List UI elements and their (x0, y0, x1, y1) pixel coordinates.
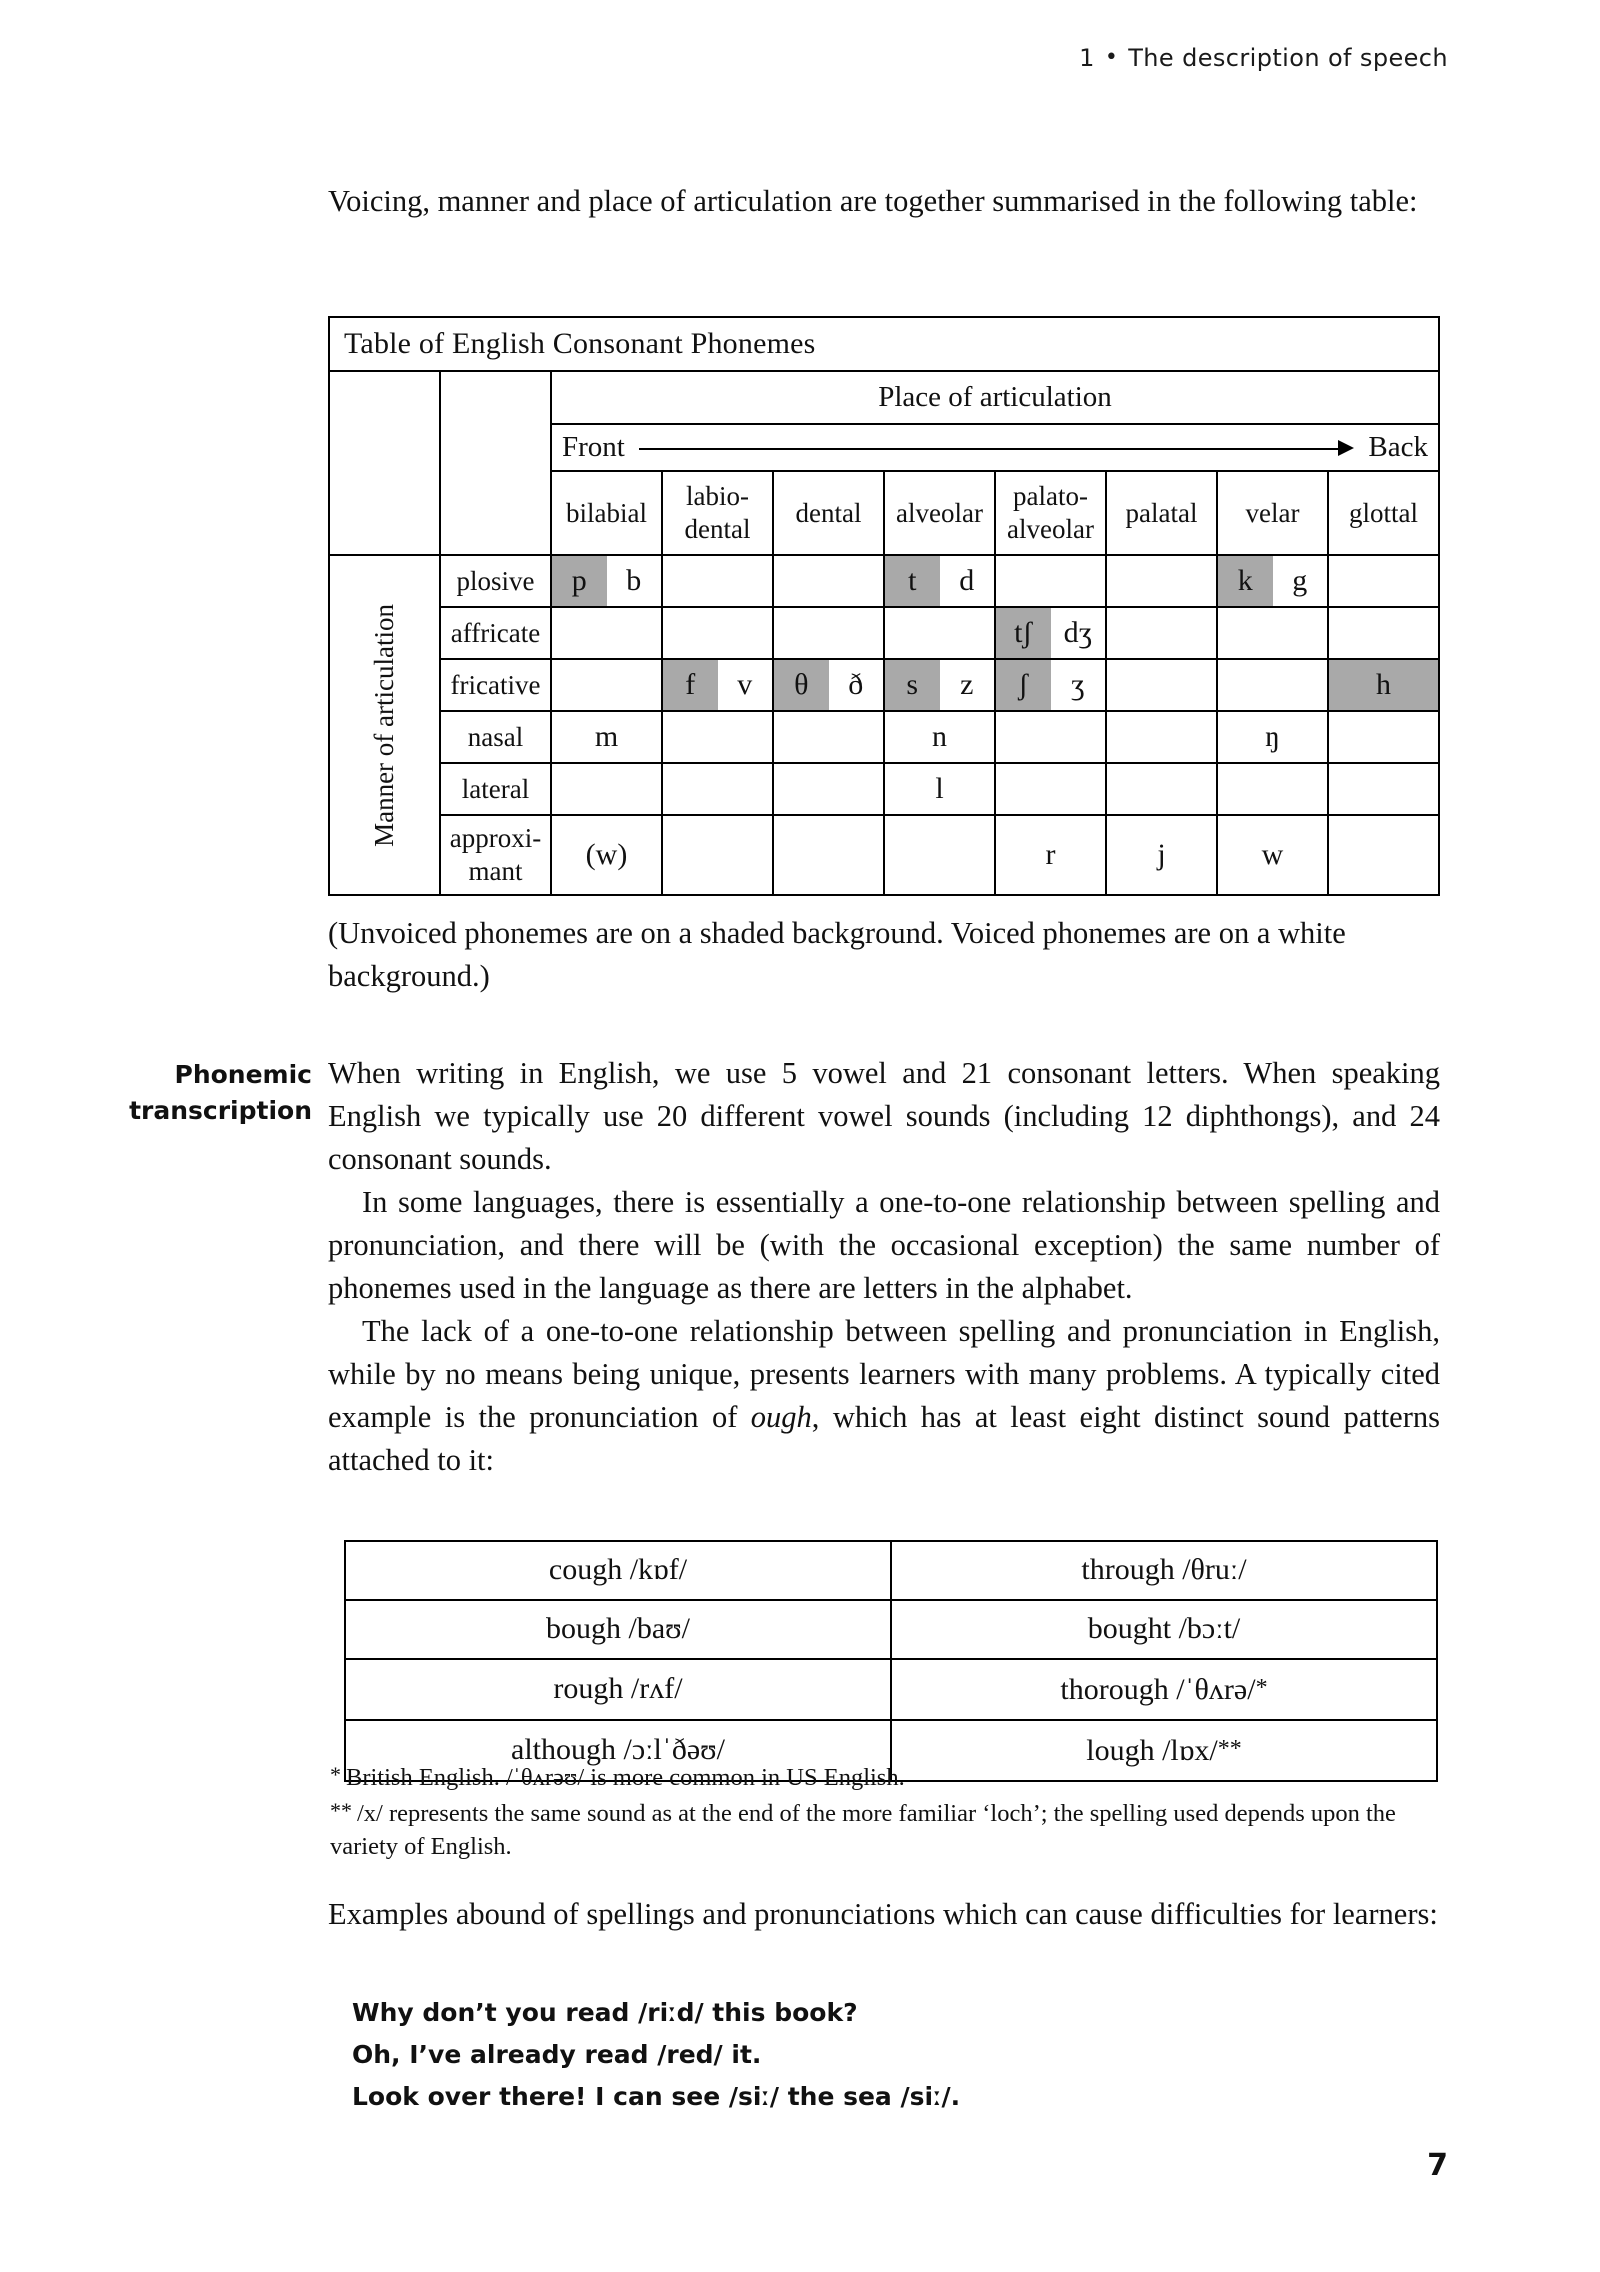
row-label-plosive: plosive (440, 555, 551, 607)
cell-nasal-palato-alveolar (995, 711, 1106, 763)
paragraph-4: Examples abound of spellings and pronunciations which can cause difficulties for learners: (328, 1897, 1438, 1931)
running-head-chapter-number: 1 (1079, 44, 1095, 72)
phoneme-voiced: ʒ (1071, 668, 1085, 701)
ough-table-container (344, 1540, 1438, 1782)
bullet-icon: • (1104, 45, 1119, 70)
phoneme-voiced: m (594, 720, 619, 753)
cell-lateral-labio-dental (662, 763, 773, 815)
phoneme-voiced: dʒ (1063, 616, 1092, 649)
cell-nasal-glottal (1328, 711, 1439, 763)
row-label-nasal: nasal (440, 711, 551, 763)
side-heading-line2: transcription (129, 1096, 312, 1125)
example-sentences (352, 1992, 1442, 2118)
phoneme-unvoiced: θ (774, 660, 829, 710)
footnote-marker: ** (1217, 1736, 1242, 1762)
cell-approximant-dental (773, 815, 884, 895)
ough-cell-left: cough /kɒf/ (345, 1541, 891, 1600)
column-header-dental: dental (773, 471, 884, 555)
footnote-2-marker: ** (330, 1798, 352, 1823)
phoneme-voiced: z (960, 668, 974, 701)
running-head (1079, 44, 1448, 72)
phoneme-unvoiced: f (663, 660, 718, 710)
cell-plosive-palato-alveolar (995, 555, 1106, 607)
cell-fricative-palato-alveolar (995, 659, 1106, 711)
phoneme-voiced: b (626, 564, 642, 597)
table-row-affricate (329, 607, 1439, 659)
paragraph-3-part2: , which has at least eight distinct sound patterns attached to it: (328, 1400, 1440, 1477)
paragraph-3-italic-term: ough (750, 1400, 812, 1434)
cell-plosive-glottal (1328, 555, 1439, 607)
cell-nasal-dental (773, 711, 884, 763)
ough-cell-left: bough /baʊ/ (345, 1600, 891, 1659)
cell-plosive-velar (1217, 555, 1328, 607)
example-sentence-3: Look over there! I can see /siː/ the sea /siː/. (352, 2082, 961, 2111)
cell-fricative-palatal (1106, 659, 1217, 711)
phoneme-voiced: w (1261, 838, 1284, 871)
section-side-heading (120, 1057, 312, 1129)
cell-fricative-velar (1217, 659, 1328, 711)
cell-nasal-bilabial (551, 711, 662, 763)
phoneme-voiced: (w) (585, 838, 628, 871)
ough-cell-right: through /θruː/ (891, 1541, 1437, 1600)
phoneme-voiced: ð (848, 668, 864, 701)
table-row-fricative (329, 659, 1439, 711)
cell-lateral-alveolar (884, 763, 995, 815)
paragraph-3-part1: The lack of a one-to-one relationship between spelling and pronunciation in English, while by no means being unique, presents learners with many problems. A typically cited example is the pronunciation of (328, 1314, 1440, 1434)
corner-blank-axis (329, 371, 440, 555)
intro-block (328, 180, 1440, 223)
row-label-approximant-line1: approxi- (449, 823, 542, 853)
cell-affricate-glottal (1328, 607, 1439, 659)
cell-plosive-palatal (1106, 555, 1217, 607)
example-sentence-1: Why don’t you read /riːd/ this book? (352, 1998, 858, 2027)
phoneme-voiced: n (932, 720, 947, 753)
table-row-approximant (329, 815, 1439, 895)
ough-term: lough /lɒx/ (1086, 1734, 1218, 1767)
row-label-fricative: fricative (440, 659, 551, 711)
footnote-1-marker: * (330, 1762, 341, 1787)
paragraph-3 (328, 1310, 1440, 1482)
cell-approximant-palatal (1106, 815, 1217, 895)
ough-pronunciation-table (344, 1540, 1438, 1782)
cell-affricate-palato-alveolar (995, 607, 1106, 659)
back-label: Back (1368, 431, 1428, 463)
footnotes-block (330, 1758, 1442, 1863)
cell-nasal-alveolar (884, 711, 995, 763)
column-header-alveolar: alveolar (884, 471, 995, 555)
table-row (345, 1659, 1437, 1720)
phoneme-voiced: l (935, 772, 944, 805)
phonemic-transcription-body (328, 1052, 1440, 1482)
cell-plosive-labio-dental (662, 555, 773, 607)
cell-affricate-dental (773, 607, 884, 659)
intro-paragraph: Voicing, manner and place of articulation are together summarised in the following table: (328, 184, 1418, 218)
phoneme-voiced: j (1157, 838, 1166, 871)
ough-cell-right: bought /bɔːt/ (891, 1600, 1437, 1659)
cell-affricate-velar (1217, 607, 1328, 659)
cell-fricative-bilabial (551, 659, 662, 711)
row-label-approximant (440, 815, 551, 895)
place-of-articulation-row (329, 371, 1439, 424)
column-header-palatal: palatal (1106, 471, 1217, 555)
footnote-2-text: /x/ represents the same sound as at the end of the more familiar ‘loch’; the spelling used depends upon the variety of English. (330, 1800, 1396, 1860)
phoneme-voiced: g (1292, 564, 1308, 597)
closing-paragraph-block (328, 1893, 1440, 1936)
cell-fricative-dental (773, 659, 884, 711)
cell-lateral-bilabial (551, 763, 662, 815)
cell-affricate-alveolar (884, 607, 995, 659)
table-row-plosive (329, 555, 1439, 607)
cell-affricate-labio-dental (662, 607, 773, 659)
cell-fricative-alveolar (884, 659, 995, 711)
phoneme-unvoiced: h (1329, 660, 1438, 710)
table-title-row (329, 317, 1439, 371)
column-header-glottal: glottal (1328, 471, 1439, 555)
cell-approximant-labio-dental (662, 815, 773, 895)
footnote-marker: * (1255, 1675, 1268, 1701)
corner-blank-manner (440, 371, 551, 555)
front-label: Front (562, 431, 625, 463)
ough-term: thorough /ˈθʌrə/ (1060, 1673, 1256, 1706)
consonant-phoneme-table (328, 316, 1440, 896)
consonant-table-caption: (Unvoiced phonemes are on a shaded background. Voiced phonemes are on a white background.) (328, 916, 1346, 993)
consonant-table-container (328, 316, 1440, 896)
cell-lateral-velar (1217, 763, 1328, 815)
cell-affricate-bilabial (551, 607, 662, 659)
phoneme-unvoiced: ʃ (996, 660, 1051, 710)
cell-approximant-velar (1217, 815, 1328, 895)
row-label-lateral: lateral (440, 763, 551, 815)
phoneme-voiced: ŋ (1265, 720, 1280, 753)
column-header-bilabial: bilabial (551, 471, 662, 555)
manner-of-articulation-axis (329, 555, 440, 895)
column-header-palato-alveolar: palato-alveolar (995, 471, 1106, 555)
table-row (345, 1541, 1437, 1600)
paragraph-2: In some languages, there is essentially a one-to-one relationship between spelling and pronunciation, and there will be (with the occasional exception) the same number of phonemes used in the language as there are letters in the alphabet. (328, 1185, 1440, 1305)
cell-affricate-palatal (1106, 607, 1217, 659)
table-row (345, 1600, 1437, 1659)
cell-plosive-bilabial (551, 555, 662, 607)
phoneme-unvoiced: p (552, 556, 607, 606)
cell-approximant-palato-alveolar (995, 815, 1106, 895)
cell-fricative-labio-dental (662, 659, 773, 711)
phoneme-unvoiced: s (885, 660, 940, 710)
column-header-labio-dental: labio-dental (662, 471, 773, 555)
table-row-lateral (329, 763, 1439, 815)
running-head-title: The description of speech (1128, 44, 1448, 72)
phoneme-voiced: d (959, 564, 975, 597)
cell-approximant-glottal (1328, 815, 1439, 895)
example-sentence-2: Oh, I’ve already read /red/ it. (352, 2040, 762, 2069)
cell-plosive-dental (773, 555, 884, 607)
place-of-articulation-header: Place of articulation (551, 371, 1439, 424)
arrow-right-icon (639, 441, 1355, 455)
footnote-1-text: British English. /ˈθʌrəʊ/ is more common in US English. (346, 1764, 905, 1791)
cell-lateral-glottal (1328, 763, 1439, 815)
phoneme-unvoiced: tʃ (996, 608, 1051, 658)
phoneme-unvoiced: k (1218, 556, 1273, 606)
ough-cell-left: although /ɔːlˈðəʊ/ (345, 1720, 891, 1781)
cell-fricative-glottal (1328, 659, 1439, 711)
footnote-1 (330, 1758, 1442, 1794)
cell-nasal-velar (1217, 711, 1328, 763)
page-number: 7 (1427, 2148, 1448, 2183)
cell-nasal-palatal (1106, 711, 1217, 763)
phoneme-unvoiced: t (885, 556, 940, 606)
cell-approximant-alveolar (884, 815, 995, 895)
consonant-table-title: Table of English Consonant Phonemes (329, 317, 1439, 371)
cell-nasal-labio-dental (662, 711, 773, 763)
manner-axis-label: Manner of articulation (369, 603, 399, 847)
paragraph-1: When writing in English, we use 5 vowel and 21 consonant letters. When speaking English we typically use 20 different vowel sounds (including 12 diphthongs), and 24 consonant sounds. (328, 1056, 1440, 1176)
phoneme-voiced: v (737, 668, 753, 701)
column-header-velar: velar (1217, 471, 1328, 555)
row-label-affricate: affricate (440, 607, 551, 659)
row-label-approximant-line2: mant (468, 856, 523, 886)
footnote-2 (330, 1794, 1442, 1863)
cell-approximant-bilabial (551, 815, 662, 895)
side-heading-line1: Phonemic (174, 1060, 312, 1089)
table-row-nasal (329, 711, 1439, 763)
cell-lateral-dental (773, 763, 884, 815)
cell-lateral-palatal (1106, 763, 1217, 815)
ough-cell-left: rough /rʌf/ (345, 1659, 891, 1720)
cell-lateral-palato-alveolar (995, 763, 1106, 815)
front-back-axis (551, 424, 1439, 471)
ough-cell-right (891, 1659, 1437, 1720)
cell-plosive-alveolar (884, 555, 995, 607)
phoneme-voiced: r (1045, 838, 1056, 871)
